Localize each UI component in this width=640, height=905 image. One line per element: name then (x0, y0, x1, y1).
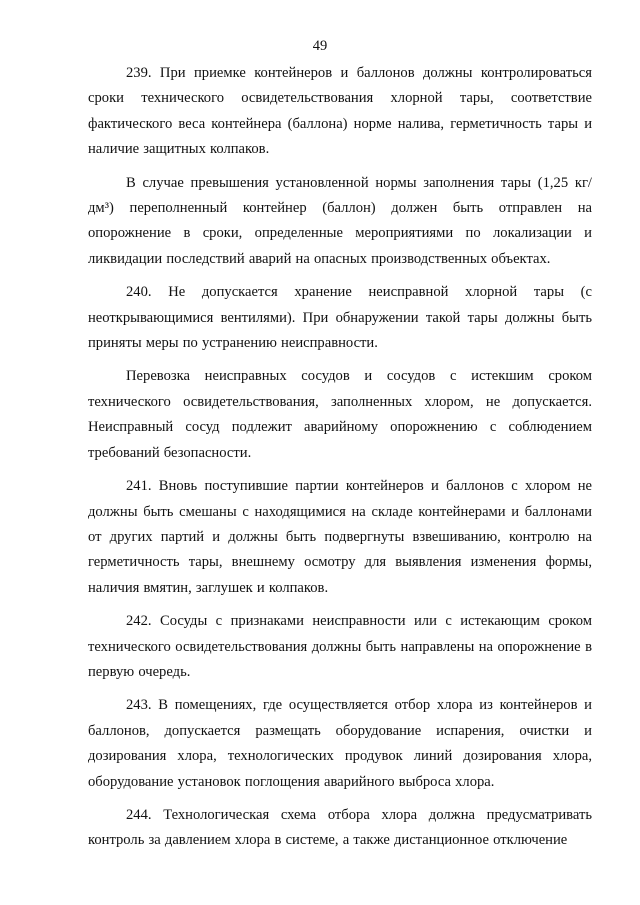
document-body (88, 61, 592, 854)
paragraph-241: 241. Вновь поступившие партии контейнеров и баллонов с хлором не должны быть смешаны с находящимися на складе контейнерами и баллонами от других партий и должны быть подвергнуты взвешиванию, контролю на герметичность тары, внешнему осмотру для выявления изменения формы, наличия вмятин, заглушек и колпаков. (88, 478, 592, 596)
paragraph-244: 244. Технологическая схема отбора хлора должна предусматривать контроль за давлением хлора в системе, а также дистанционное отключение (88, 806, 592, 849)
paragraph-242: 242. Сосуды с признаками неисправности или с истекающим сроком технического освидетельствования должны быть направлены на опорожнение в первую очередь. (88, 613, 592, 680)
paragraph-239-overfill: В случае превышения установленной нормы заполнения тары (1,25 кг/дм³) переполненный контейнер (баллон) должен быть отправлен на опорожнение в сроки, определенные мероприятиями по локализации и ликвидации последствий аварий на опасных производственных объектах. (88, 174, 592, 267)
paragraph-243: 243. В помещениях, где осуществляется отбор хлора из контейнеров и баллонов, допускается размещать оборудование испарения, очистки и дозирования хлора, технологических продувок линий дозирования хлора, оборудование установок поглощения аварийного выброса хлора. (88, 697, 592, 790)
paragraph-240-transport: Перевозка неисправных сосудов и сосудов с истекшим сроком технического освидетельствования, заполненных хлором, не допускается. Неисправный сосуд подлежит аварийному опорожнению с соблюдением требований безопасности. (88, 368, 592, 461)
page-number: 49 (312, 38, 328, 54)
paragraph-239: 239. При приемке контейнеров и баллонов должны контролироваться сроки технического освидетельствования хлорной тары, соответствие фактического веса контейнера (баллона) норме налива, герметичность тары и наличие защитных колпаков. (88, 65, 592, 158)
paragraph-240: 240. Не допускается хранение неисправной хлорной тары (с неоткрывающимися вентилями). При обнаружении такой тары должны быть приняты меры по устранению неисправности. (88, 284, 592, 352)
